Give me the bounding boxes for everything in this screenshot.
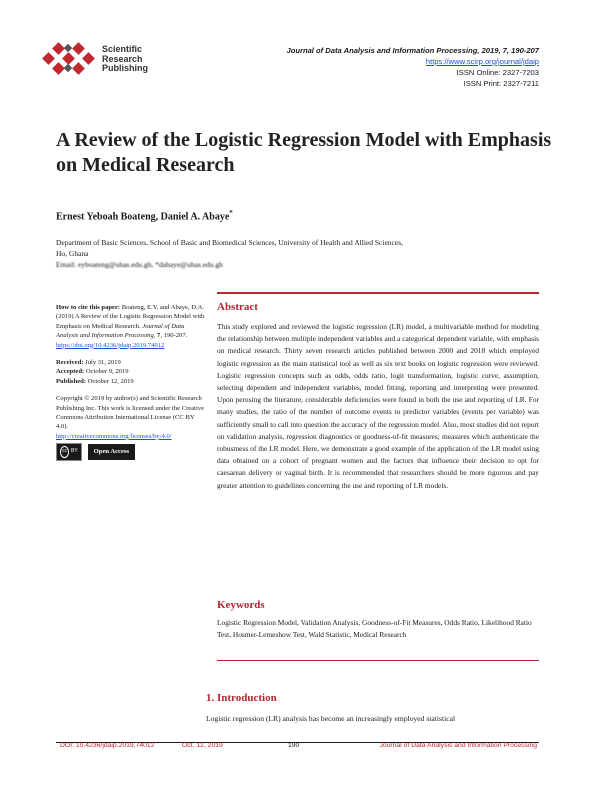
dates-block bbox=[56, 358, 206, 386]
paper-title: A Review of the Logistic Regression Model with Emphasis on Medical Research bbox=[56, 129, 552, 176]
footer-date: Oct. 12, 2019 bbox=[182, 742, 223, 749]
copyright-block bbox=[56, 394, 206, 441]
logo-line-1: Scientific bbox=[102, 44, 143, 54]
author-email: Email: eyboateng@uhas.edu.gh, *dabaye@uhas.edu.gh bbox=[56, 260, 223, 269]
accepted-date: October 9, 2019 bbox=[85, 368, 129, 376]
author-list bbox=[56, 209, 233, 222]
introduction-text: Logistic regression (LR) analysis has become an increasingly employed statistical bbox=[206, 714, 456, 723]
issn-online: ISSN Online: 2327-7203 bbox=[456, 68, 539, 77]
license-badges bbox=[56, 443, 206, 460]
published-date: October 12, 2019 bbox=[87, 377, 134, 385]
received-date: July 31, 2019 bbox=[85, 359, 121, 367]
issn-print: ISSN Print: 2327-7211 bbox=[463, 79, 539, 88]
page-number: 190 bbox=[288, 742, 300, 749]
scirp-logo-text bbox=[102, 45, 148, 74]
affiliation-line-2: Ho, Ghana bbox=[56, 249, 89, 258]
published-label: Published: bbox=[56, 377, 87, 385]
copyright-text: Copyright © 2019 by author(s) and Scientific Research Publishing Inc. This work is licensed under the Creative Commons Attribution International License (CC BY 4.0). bbox=[56, 395, 205, 431]
cite-journal: Journal of Data Analysis and Information Processing, bbox=[56, 322, 185, 340]
by-icon: BY bbox=[71, 448, 78, 455]
cite-label: How to cite this paper: bbox=[56, 304, 121, 311]
journal-citation-line: Journal of Data Analysis and Information Processing, 2019, 7, 190-207 bbox=[286, 46, 539, 55]
cite-volume: 7 bbox=[157, 332, 161, 340]
keywords-text: Logistic Regression Model, Validation Analysis, Goodness-of-Fit Measures, Odds Ratio, Likelihood Ratio Test, Hosmer-Lemeshow Test, Wald Statistic, Medical Research bbox=[217, 618, 532, 640]
abstract-top-rule bbox=[217, 292, 539, 294]
logo-line-3: Publishing bbox=[102, 63, 148, 74]
open-access-badge: Open Access bbox=[88, 444, 135, 459]
cc-by-badge[interactable] bbox=[56, 443, 82, 460]
logo-line-2: Research bbox=[102, 53, 143, 64]
affiliation bbox=[56, 237, 536, 270]
author-names: Ernest Yeboah Boateng, Daniel A. Abaye bbox=[56, 211, 230, 223]
journal-url-link[interactable]: https://www.scirp.org/journal/jdaip bbox=[425, 57, 539, 66]
cite-text: Boateng, E.Y. and Abaye, D.A. (2019) A Review of the Logistic Regression Model with Emphasis on Medical Research. bbox=[56, 304, 205, 330]
footer-doi: DOI: 10.4236/jdaip.2019.74012 bbox=[60, 742, 155, 749]
journal-info bbox=[286, 45, 539, 89]
keywords-bottom-rule bbox=[217, 660, 539, 661]
affiliation-line-1: Department of Basic Sciences, School of Basic and Biomedical Sciences, University of Health and Allied Sciences, bbox=[56, 238, 403, 247]
cc-icon: cc bbox=[60, 446, 69, 457]
keywords-heading: Keywords bbox=[217, 599, 265, 611]
introduction-heading: 1. Introduction bbox=[206, 692, 277, 704]
article-sidebar bbox=[56, 303, 206, 461]
citation-block bbox=[56, 303, 206, 350]
accepted-label: Accepted: bbox=[56, 368, 85, 376]
cite-doi-link[interactable]: https://doi.org/10.4236/jdaip.2019.74012 bbox=[56, 341, 165, 349]
abstract-heading: Abstract bbox=[217, 301, 258, 313]
scirp-logo-icon bbox=[38, 40, 100, 80]
corresponding-mark: * bbox=[229, 209, 233, 217]
received-label: Received: bbox=[56, 359, 84, 367]
abstract-text: This study explored and reviewed the logistic regression (LR) model, a multivariable method for modeling the relationship between multiple independent variables and a categorical dependent variable, with emphasis on medical research. Thirty seven research articles published between 2000 and 2018 which employed logistic regression as the main statistical tool as well as six text books on logistic regression were reviewed. Logistic regression concepts such as odds, odds ratio, logit transformation, logistic curve, assumption, selecting dependent and independent variables, model fitting, reporting and interpreting were presented. Upon perusing the literature, considerable deficiencies were found in both the use and reporting of LR. For many studies, the ratio of the number of outcome events to predictor variables (events per variable) was sufficiently small to call into question the accuracy of the regression model. Also, most studies did not report on validation analysis, regression diagnostics or goodness-of-fit measures; measures which authenticate the robustness of the LR model. Here, we demonstrate a good example of the application of the LR model using data obtained on a cohort of pregnant women and the factors that influence their decision to opt for caesarean delivery or vaginal birth. It is recommended that researchers should be more rigorous and pay greater attention to guidelines concerning the use and reporting of LR models. bbox=[217, 322, 539, 490]
license-link[interactable]: http://creativecommons.org/licenses/by/4.0/ bbox=[56, 432, 172, 440]
cite-pages: , 190-207. bbox=[160, 332, 188, 340]
footer-journal-name: Journal of Data Analysis and Information Processing bbox=[379, 742, 537, 749]
